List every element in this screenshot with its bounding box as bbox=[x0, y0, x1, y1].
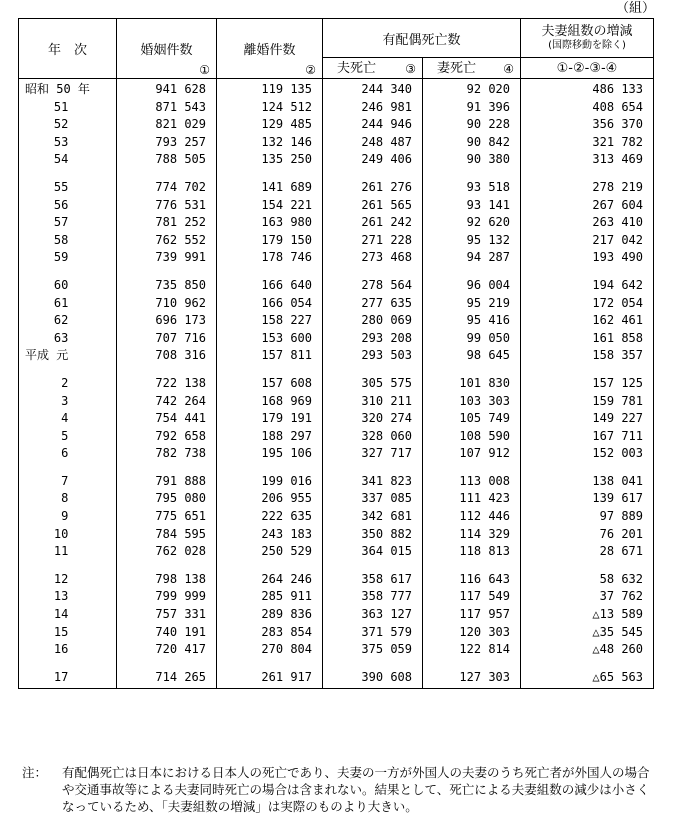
table-row bbox=[19, 473, 654, 491]
cell-marriages: 799 999 bbox=[117, 588, 217, 606]
spacer-row bbox=[19, 267, 654, 277]
cell-marriages: 757 331 bbox=[117, 606, 217, 624]
cell-marriages: 795 080 bbox=[117, 490, 217, 508]
cell-wife-deaths: 95 219 bbox=[423, 295, 521, 313]
cell-year: 8 bbox=[19, 490, 117, 508]
cell-couple-change: 58 632 bbox=[521, 571, 654, 589]
spacer-cell bbox=[423, 365, 521, 375]
cell-divorces: 166 640 bbox=[217, 277, 323, 295]
cell-divorces: 154 221 bbox=[217, 197, 323, 215]
cell-marriages: 739 991 bbox=[117, 249, 217, 267]
cell-marriages: 871 543 bbox=[117, 99, 217, 117]
spacer-cell bbox=[323, 561, 423, 571]
cell-year: 14 bbox=[19, 606, 117, 624]
table-row bbox=[19, 428, 654, 446]
cell-year: 55 bbox=[19, 179, 117, 197]
spacer-cell bbox=[521, 659, 654, 669]
spacer-cell bbox=[19, 659, 117, 669]
cell-year: 17 bbox=[19, 669, 117, 689]
cell-husband-deaths: 358 777 bbox=[323, 588, 423, 606]
cell-wife-deaths: 103 303 bbox=[423, 393, 521, 411]
cell-husband-deaths: 280 069 bbox=[323, 312, 423, 330]
cell-divorces: 179 150 bbox=[217, 232, 323, 250]
footnote-label: 注： bbox=[22, 765, 48, 780]
cell-divorces: 178 746 bbox=[217, 249, 323, 267]
cell-marriages: 762 552 bbox=[117, 232, 217, 250]
spacer-cell bbox=[323, 267, 423, 277]
cell-couple-change: 152 003 bbox=[521, 445, 654, 463]
cell-couple-change: 193 490 bbox=[521, 249, 654, 267]
cell-couple-change: 138 041 bbox=[521, 473, 654, 491]
spacer-cell bbox=[217, 365, 323, 375]
spacer-cell bbox=[423, 267, 521, 277]
spacer-cell bbox=[19, 365, 117, 375]
table-row bbox=[19, 543, 654, 561]
cell-divorces: 199 016 bbox=[217, 473, 323, 491]
table-row bbox=[19, 179, 654, 197]
spacer-cell bbox=[117, 267, 217, 277]
header-couple-change: 夫妻組数の増減 (国際移動を除く) bbox=[521, 19, 654, 58]
cell-divorces: 153 600 bbox=[217, 330, 323, 348]
cell-marriages: 707 716 bbox=[117, 330, 217, 348]
cell-husband-deaths: 364 015 bbox=[323, 543, 423, 561]
cell-marriages: 740 191 bbox=[117, 624, 217, 642]
cell-year: 58 bbox=[19, 232, 117, 250]
cell-couple-change: 97 889 bbox=[521, 508, 654, 526]
cell-husband-deaths: 278 564 bbox=[323, 277, 423, 295]
header-year: 年 次 bbox=[19, 19, 117, 79]
cell-wife-deaths: 117 549 bbox=[423, 588, 521, 606]
cell-year: 59 bbox=[19, 249, 117, 267]
mark-1: ① bbox=[199, 63, 210, 77]
cell-marriages: 710 962 bbox=[117, 295, 217, 313]
spacer-cell bbox=[117, 659, 217, 669]
spacer-cell bbox=[423, 659, 521, 669]
cell-wife-deaths: 118 813 bbox=[423, 543, 521, 561]
cell-year: 5 bbox=[19, 428, 117, 446]
cell-divorces: 195 106 bbox=[217, 445, 323, 463]
spacer-row bbox=[19, 169, 654, 179]
cell-year: 53 bbox=[19, 134, 117, 152]
cell-husband-deaths: 244 946 bbox=[323, 116, 423, 134]
spacer-cell bbox=[19, 463, 117, 473]
table-row bbox=[19, 375, 654, 393]
cell-wife-deaths: 122 814 bbox=[423, 641, 521, 659]
cell-couple-change: 161 858 bbox=[521, 330, 654, 348]
spacer-cell bbox=[217, 169, 323, 179]
cell-year: 2 bbox=[19, 375, 117, 393]
header-marriages: 婚姻件数 ① bbox=[117, 19, 217, 79]
spacer-cell bbox=[423, 463, 521, 473]
cell-year: 56 bbox=[19, 197, 117, 215]
spacer-cell bbox=[423, 169, 521, 179]
cell-year: 15 bbox=[19, 624, 117, 642]
cell-marriages: 742 264 bbox=[117, 393, 217, 411]
cell-couple-change: 162 461 bbox=[521, 312, 654, 330]
cell-wife-deaths: 105 749 bbox=[423, 410, 521, 428]
cell-couple-change: 278 219 bbox=[521, 179, 654, 197]
cell-divorces: 270 804 bbox=[217, 641, 323, 659]
cell-marriages: 784 595 bbox=[117, 526, 217, 544]
cell-wife-deaths: 99 050 bbox=[423, 330, 521, 348]
cell-husband-deaths: 261 565 bbox=[323, 197, 423, 215]
cell-wife-deaths: 90 228 bbox=[423, 116, 521, 134]
cell-marriages: 774 702 bbox=[117, 179, 217, 197]
unit-label: （組） bbox=[615, 1, 655, 16]
cell-wife-deaths: 95 416 bbox=[423, 312, 521, 330]
cell-wife-deaths: 93 141 bbox=[423, 197, 521, 215]
spacer-cell bbox=[521, 561, 654, 571]
cell-year: 昭和 50 年 bbox=[19, 79, 117, 99]
spacer-row bbox=[19, 463, 654, 473]
cell-wife-deaths: 101 830 bbox=[423, 375, 521, 393]
cell-wife-deaths: 116 643 bbox=[423, 571, 521, 589]
table-row bbox=[19, 410, 654, 428]
cell-year: 7 bbox=[19, 473, 117, 491]
cell-marriages: 735 850 bbox=[117, 277, 217, 295]
table-row bbox=[19, 116, 654, 134]
cell-husband-deaths: 249 406 bbox=[323, 151, 423, 169]
spacer-cell bbox=[19, 267, 117, 277]
table-row bbox=[19, 312, 654, 330]
cell-husband-deaths: 310 211 bbox=[323, 393, 423, 411]
header-married-deaths: 有配偶死亡数 bbox=[323, 19, 521, 58]
header-couple-formula: ①-②-③-④ bbox=[521, 58, 654, 79]
table-row bbox=[19, 197, 654, 215]
cell-year: 11 bbox=[19, 543, 117, 561]
spacer-cell bbox=[117, 365, 217, 375]
couple-change-note: (国際移動を除く) bbox=[548, 40, 626, 51]
table-row bbox=[19, 526, 654, 544]
cell-divorces: 283 854 bbox=[217, 624, 323, 642]
table-row bbox=[19, 508, 654, 526]
table-row bbox=[19, 277, 654, 295]
cell-marriages: 776 531 bbox=[117, 197, 217, 215]
cell-wife-deaths: 92 020 bbox=[423, 79, 521, 99]
header-husband-deaths: 夫死亡 ③ bbox=[323, 58, 423, 79]
spacer-cell bbox=[117, 463, 217, 473]
spacer-cell bbox=[217, 561, 323, 571]
cell-wife-deaths: 113 008 bbox=[423, 473, 521, 491]
cell-wife-deaths: 114 329 bbox=[423, 526, 521, 544]
table-row bbox=[19, 99, 654, 117]
marriage-statistics-table bbox=[18, 18, 654, 689]
cell-marriages: 708 316 bbox=[117, 347, 217, 365]
spacer-cell bbox=[323, 463, 423, 473]
cell-wife-deaths: 95 132 bbox=[423, 232, 521, 250]
cell-marriages: 754 441 bbox=[117, 410, 217, 428]
cell-husband-deaths: 244 340 bbox=[323, 79, 423, 99]
mark-4: ④ bbox=[503, 62, 514, 76]
cell-husband-deaths: 328 060 bbox=[323, 428, 423, 446]
cell-wife-deaths: 93 518 bbox=[423, 179, 521, 197]
cell-marriages: 792 658 bbox=[117, 428, 217, 446]
cell-wife-deaths: 90 842 bbox=[423, 134, 521, 152]
cell-year: 51 bbox=[19, 99, 117, 117]
cell-husband-deaths: 342 681 bbox=[323, 508, 423, 526]
cell-husband-deaths: 327 717 bbox=[323, 445, 423, 463]
cell-marriages: 793 257 bbox=[117, 134, 217, 152]
table-row bbox=[19, 151, 654, 169]
table-row bbox=[19, 641, 654, 659]
spacer-cell bbox=[117, 561, 217, 571]
cell-wife-deaths: 127 303 bbox=[423, 669, 521, 689]
cell-husband-deaths: 293 503 bbox=[323, 347, 423, 365]
cell-marriages: 720 417 bbox=[117, 641, 217, 659]
cell-marriages: 791 888 bbox=[117, 473, 217, 491]
cell-wife-deaths: 98 645 bbox=[423, 347, 521, 365]
spacer-cell bbox=[117, 169, 217, 179]
cell-divorces: 179 191 bbox=[217, 410, 323, 428]
cell-divorces: 261 917 bbox=[217, 669, 323, 689]
cell-divorces: 222 635 bbox=[217, 508, 323, 526]
cell-couple-change: 76 201 bbox=[521, 526, 654, 544]
cell-husband-deaths: 273 468 bbox=[323, 249, 423, 267]
footnote bbox=[22, 764, 658, 815]
cell-couple-change: 139 617 bbox=[521, 490, 654, 508]
cell-couple-change: 486 133 bbox=[521, 79, 654, 99]
cell-husband-deaths: 246 981 bbox=[323, 99, 423, 117]
cell-wife-deaths: 96 004 bbox=[423, 277, 521, 295]
cell-couple-change: 157 125 bbox=[521, 375, 654, 393]
cell-year: 52 bbox=[19, 116, 117, 134]
cell-divorces: 250 529 bbox=[217, 543, 323, 561]
spacer-cell bbox=[521, 267, 654, 277]
cell-husband-deaths: 358 617 bbox=[323, 571, 423, 589]
cell-couple-change: 217 042 bbox=[521, 232, 654, 250]
cell-year: 3 bbox=[19, 393, 117, 411]
cell-couple-change: 159 781 bbox=[521, 393, 654, 411]
spacer-cell bbox=[423, 561, 521, 571]
spacer-cell bbox=[217, 463, 323, 473]
table-row bbox=[19, 490, 654, 508]
table-row bbox=[19, 232, 654, 250]
spacer-cell bbox=[323, 659, 423, 669]
table-row bbox=[19, 249, 654, 267]
cell-divorces: 135 250 bbox=[217, 151, 323, 169]
cell-couple-change: 356 370 bbox=[521, 116, 654, 134]
spacer-cell bbox=[19, 561, 117, 571]
cell-year: 16 bbox=[19, 641, 117, 659]
table-row bbox=[19, 445, 654, 463]
cell-divorces: 163 980 bbox=[217, 214, 323, 232]
cell-husband-deaths: 305 575 bbox=[323, 375, 423, 393]
cell-divorces: 264 246 bbox=[217, 571, 323, 589]
header-divorces: 離婚件数 ② bbox=[217, 19, 323, 79]
cell-couple-change: △65 563 bbox=[521, 669, 654, 689]
spacer-cell bbox=[521, 463, 654, 473]
cell-husband-deaths: 390 608 bbox=[323, 669, 423, 689]
spacer-row bbox=[19, 365, 654, 375]
cell-wife-deaths: 117 957 bbox=[423, 606, 521, 624]
cell-year: 61 bbox=[19, 295, 117, 313]
header-row bbox=[19, 19, 654, 58]
cell-divorces: 188 297 bbox=[217, 428, 323, 446]
cell-husband-deaths: 248 487 bbox=[323, 134, 423, 152]
spacer-cell bbox=[217, 267, 323, 277]
cell-year: 9 bbox=[19, 508, 117, 526]
cell-husband-deaths: 277 635 bbox=[323, 295, 423, 313]
cell-wife-deaths: 90 380 bbox=[423, 151, 521, 169]
table-row bbox=[19, 606, 654, 624]
table-row bbox=[19, 669, 654, 689]
table-row bbox=[19, 393, 654, 411]
cell-divorces: 132 146 bbox=[217, 134, 323, 152]
cell-couple-change: 172 054 bbox=[521, 295, 654, 313]
cell-marriages: 714 265 bbox=[117, 669, 217, 689]
cell-husband-deaths: 261 242 bbox=[323, 214, 423, 232]
cell-year: 62 bbox=[19, 312, 117, 330]
cell-couple-change: 28 671 bbox=[521, 543, 654, 561]
cell-marriages: 821 029 bbox=[117, 116, 217, 134]
cell-year: 10 bbox=[19, 526, 117, 544]
cell-wife-deaths: 92 620 bbox=[423, 214, 521, 232]
spacer-cell bbox=[323, 169, 423, 179]
cell-divorces: 285 911 bbox=[217, 588, 323, 606]
cell-divorces: 124 512 bbox=[217, 99, 323, 117]
cell-husband-deaths: 363 127 bbox=[323, 606, 423, 624]
cell-year: 4 bbox=[19, 410, 117, 428]
cell-divorces: 158 227 bbox=[217, 312, 323, 330]
cell-year: 63 bbox=[19, 330, 117, 348]
cell-marriages: 775 651 bbox=[117, 508, 217, 526]
cell-couple-change: △48 260 bbox=[521, 641, 654, 659]
cell-marriages: 941 628 bbox=[117, 79, 217, 99]
cell-marriages: 788 505 bbox=[117, 151, 217, 169]
cell-marriages: 782 738 bbox=[117, 445, 217, 463]
cell-husband-deaths: 337 085 bbox=[323, 490, 423, 508]
cell-wife-deaths: 107 912 bbox=[423, 445, 521, 463]
table-row bbox=[19, 330, 654, 348]
cell-couple-change: 194 642 bbox=[521, 277, 654, 295]
cell-couple-change: 321 782 bbox=[521, 134, 654, 152]
cell-year: 57 bbox=[19, 214, 117, 232]
table-row bbox=[19, 295, 654, 313]
cell-year: 平成 元 bbox=[19, 347, 117, 365]
mark-3: ③ bbox=[405, 62, 416, 76]
cell-wife-deaths: 112 446 bbox=[423, 508, 521, 526]
cell-wife-deaths: 111 423 bbox=[423, 490, 521, 508]
cell-divorces: 129 485 bbox=[217, 116, 323, 134]
table-row bbox=[19, 134, 654, 152]
cell-year: 6 bbox=[19, 445, 117, 463]
cell-husband-deaths: 320 274 bbox=[323, 410, 423, 428]
cell-divorces: 206 955 bbox=[217, 490, 323, 508]
cell-husband-deaths: 261 276 bbox=[323, 179, 423, 197]
cell-husband-deaths: 375 059 bbox=[323, 641, 423, 659]
cell-couple-change: 313 469 bbox=[521, 151, 654, 169]
cell-divorces: 157 811 bbox=[217, 347, 323, 365]
spacer-row bbox=[19, 561, 654, 571]
cell-divorces: 289 836 bbox=[217, 606, 323, 624]
cell-wife-deaths: 108 590 bbox=[423, 428, 521, 446]
cell-couple-change: △13 589 bbox=[521, 606, 654, 624]
table-row bbox=[19, 571, 654, 589]
cell-year: 13 bbox=[19, 588, 117, 606]
cell-divorces: 119 135 bbox=[217, 79, 323, 99]
cell-wife-deaths: 94 287 bbox=[423, 249, 521, 267]
cell-couple-change: 408 654 bbox=[521, 99, 654, 117]
spacer-cell bbox=[521, 365, 654, 375]
cell-marriages: 722 138 bbox=[117, 375, 217, 393]
cell-divorces: 166 054 bbox=[217, 295, 323, 313]
cell-divorces: 157 608 bbox=[217, 375, 323, 393]
cell-wife-deaths: 91 396 bbox=[423, 99, 521, 117]
cell-couple-change: 158 357 bbox=[521, 347, 654, 365]
mark-2: ② bbox=[305, 63, 316, 77]
cell-husband-deaths: 341 823 bbox=[323, 473, 423, 491]
cell-couple-change: △35 545 bbox=[521, 624, 654, 642]
cell-couple-change: 263 410 bbox=[521, 214, 654, 232]
cell-year: 12 bbox=[19, 571, 117, 589]
cell-couple-change: 37 762 bbox=[521, 588, 654, 606]
cell-divorces: 243 183 bbox=[217, 526, 323, 544]
spacer-cell bbox=[19, 169, 117, 179]
table-body bbox=[19, 79, 654, 689]
cell-year: 54 bbox=[19, 151, 117, 169]
cell-husband-deaths: 293 208 bbox=[323, 330, 423, 348]
cell-wife-deaths: 120 303 bbox=[423, 624, 521, 642]
cell-marriages: 762 028 bbox=[117, 543, 217, 561]
table-row bbox=[19, 588, 654, 606]
spacer-cell bbox=[521, 169, 654, 179]
cell-husband-deaths: 271 228 bbox=[323, 232, 423, 250]
cell-couple-change: 149 227 bbox=[521, 410, 654, 428]
table-row bbox=[19, 79, 654, 99]
spacer-cell bbox=[217, 659, 323, 669]
cell-couple-change: 267 604 bbox=[521, 197, 654, 215]
cell-marriages: 798 138 bbox=[117, 571, 217, 589]
cell-year: 60 bbox=[19, 277, 117, 295]
table-row bbox=[19, 624, 654, 642]
cell-marriages: 696 173 bbox=[117, 312, 217, 330]
cell-divorces: 141 689 bbox=[217, 179, 323, 197]
cell-husband-deaths: 350 882 bbox=[323, 526, 423, 544]
spacer-cell bbox=[323, 365, 423, 375]
cell-divorces: 168 969 bbox=[217, 393, 323, 411]
cell-marriages: 781 252 bbox=[117, 214, 217, 232]
cell-couple-change: 167 711 bbox=[521, 428, 654, 446]
table-row bbox=[19, 214, 654, 232]
cell-husband-deaths: 371 579 bbox=[323, 624, 423, 642]
header-wife-deaths: 妻死亡 ④ bbox=[423, 58, 521, 79]
spacer-row bbox=[19, 659, 654, 669]
table-row bbox=[19, 347, 654, 365]
footnote-text: 有配偶死亡は日本における日本人の死亡であり、夫妻の一方が外国人の夫妻のうち死亡者が外国人の場合や交通事故等による夫妻同時死亡の場合は含まれない。結果として、死亡による夫妻組数の減少は小さくなっているため、「夫妻組数の増減」は実際のものより大きい。 bbox=[62, 765, 650, 814]
